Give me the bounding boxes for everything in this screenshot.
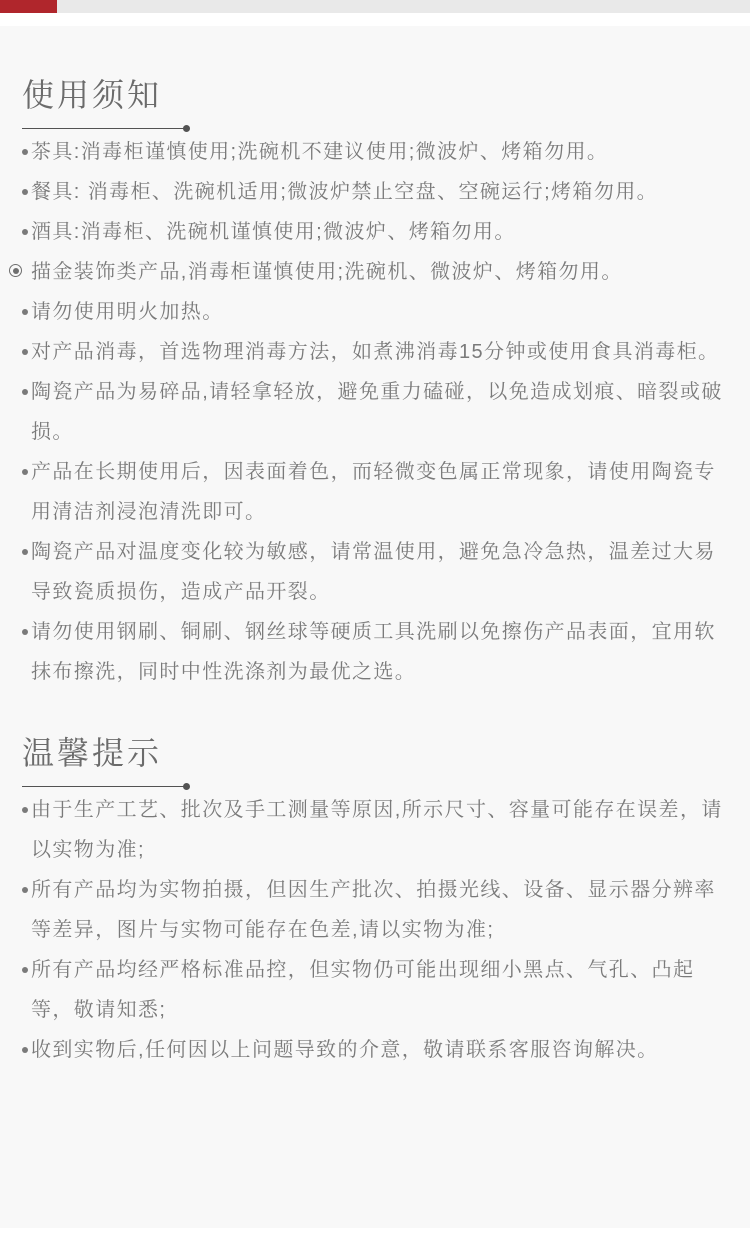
list-item-text: 请勿使用钢刷、铜刷、钢丝球等硬质工具洗刷以免擦伤产品表面，宜用软抹布擦洗，同时中性洗涤剂为最优之选。 [31, 621, 716, 683]
bottom-divider [0, 1228, 750, 1236]
circled-dot-bullet-icon [9, 264, 22, 277]
title-underline [22, 783, 190, 790]
list-item-text: 所有产品均经严格标准品控，但实物仍可能出现细小黑点、气孔、凸起等，敬请知悉; [31, 959, 695, 1021]
list-item-text: 陶瓷产品对温度变化较为敏感，请常温使用，避免急冷急热，温差过大易导致瓷质损伤，造成产品开裂。 [31, 541, 716, 603]
list-item-text: 收到实物后,任何因以上问题导致的介意，敬请联系客服咨询解决。 [31, 1039, 659, 1061]
bullet-icon [22, 389, 28, 395]
list-item-text: 所有产品均为实物拍摄，但因生产批次、拍摄光线、设备、显示器分辨率等差异，图片与实物可能存在色差,请以实物为准; [31, 879, 716, 941]
video-progress-bar[interactable] [0, 0, 750, 13]
circled-dot-inner [13, 268, 19, 274]
usage-section-title: 使用须知 [22, 77, 163, 113]
list-item [0, 132, 750, 172]
bullet-icon [22, 549, 28, 555]
list-item [0, 212, 750, 252]
list-item-text: 由于生产工艺、批次及手工测量等原因,所示尺寸、容量可能存在误差，请以实物为准; [31, 799, 723, 861]
notice-card [0, 26, 750, 1228]
list-item-text: 酒具:消毒柜、洗碗机谨慎使用;微波炉、烤箱勿用。 [31, 221, 516, 243]
bullet-icon [22, 349, 28, 355]
bullet-icon [22, 149, 28, 155]
title-underline [22, 125, 190, 132]
underline-line [22, 128, 184, 129]
list-item [0, 292, 750, 332]
list-item-text: 茶具:消毒柜谨慎使用;洗碗机不建议使用;微波炉、烤箱勿用。 [31, 141, 609, 163]
list-item [0, 950, 750, 1030]
bullet-icon [22, 807, 28, 813]
list-item [0, 252, 750, 292]
underline-dot-icon [183, 783, 190, 790]
list-item [0, 612, 750, 692]
list-item [0, 172, 750, 212]
list-item [0, 532, 750, 612]
usage-notes-appliance-list [0, 132, 750, 292]
top-divider [0, 13, 750, 26]
bullet-icon [22, 1047, 28, 1053]
list-item-text: 对产品消毒，首选物理消毒方法，如煮沸消毒15分钟或使用食具消毒柜。 [31, 341, 720, 363]
bullet-icon [22, 189, 28, 195]
list-item [0, 372, 750, 452]
list-item-text: 描金装饰类产品,消毒柜谨慎使用;洗碗机、微波炉、烤箱勿用。 [31, 261, 623, 283]
list-item-text: 陶瓷产品为易碎品,请轻拿轻放，避免重力磕碰，以免造成划痕、暗裂或破损。 [31, 381, 723, 443]
underline-dot-icon [183, 125, 190, 132]
underline-line [22, 786, 184, 787]
bullet-icon [22, 469, 28, 475]
video-progress-played-segment [0, 0, 57, 13]
tips-list [0, 790, 750, 1070]
bullet-icon [22, 967, 28, 973]
bullet-icon [22, 229, 28, 235]
list-item [0, 870, 750, 950]
list-item-text: 请勿使用明火加热。 [31, 301, 224, 323]
bullet-icon [22, 629, 28, 635]
bullet-icon [22, 309, 28, 315]
tips-section-title: 温馨提示 [22, 735, 163, 771]
list-item [0, 332, 750, 372]
list-item-text: 餐具: 消毒柜、洗碗机适用;微波炉禁止空盘、空碗运行;烤箱勿用。 [31, 181, 659, 203]
list-item-text: 产品在长期使用后，因表面着色，而轻微变色属正常现象，请使用陶瓷专用清洁剂浸泡清洗即可。 [31, 461, 716, 523]
usage-notes-care-list [0, 292, 750, 692]
list-item [0, 1030, 750, 1070]
list-item [0, 452, 750, 532]
bullet-icon [22, 887, 28, 893]
list-item [0, 790, 750, 870]
